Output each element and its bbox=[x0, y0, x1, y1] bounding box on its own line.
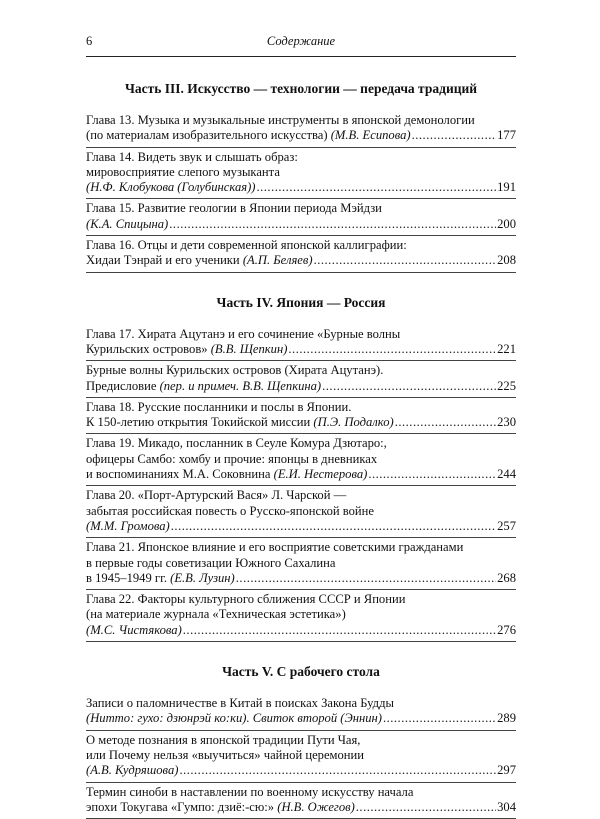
entry-author: (Нитто: гухо: дзюнрэй ко:ки). Свиток второй (Эннин) bbox=[86, 711, 382, 725]
entry-page-number[interactable]: 208 bbox=[497, 253, 516, 268]
entry-title-line: Глава 14. Видеть звук и слышать образ: bbox=[86, 150, 516, 165]
dot-leader bbox=[314, 253, 497, 268]
dot-leader bbox=[383, 711, 496, 726]
entry-title-line: Глава 22. Факторы культурного сближения СССР и Японии bbox=[86, 592, 516, 607]
entry-last-line bbox=[86, 415, 516, 430]
entry-last-line bbox=[86, 379, 516, 394]
toc-entry[interactable] bbox=[86, 731, 516, 783]
toc-entry[interactable] bbox=[86, 148, 516, 200]
entry-title-tail: Предисловие bbox=[86, 379, 160, 393]
toc-entry[interactable] bbox=[86, 486, 516, 538]
toc-entry[interactable] bbox=[86, 111, 516, 148]
entry-last-line bbox=[86, 217, 516, 232]
entry-last-line bbox=[86, 519, 516, 534]
entry-author: (Е.И. Нестерова) bbox=[274, 467, 368, 481]
dot-leader bbox=[183, 623, 496, 638]
entry-author: (Н.Ф. Клобукова (Голубинская)) bbox=[86, 180, 255, 194]
toc-page bbox=[86, 34, 516, 819]
entry-author: (К.А. Спицына) bbox=[86, 217, 168, 231]
entry-author: (П.Э. Подалко) bbox=[313, 415, 393, 429]
running-header bbox=[86, 34, 516, 56]
entry-title-tail: эпохи Токугава «Гумпо: дзиё:-сю:» bbox=[86, 800, 277, 814]
part-heading: Часть III. Искусство — технологии — передача традиций bbox=[86, 81, 516, 97]
entry-last-line bbox=[86, 342, 516, 357]
entry-page-number[interactable]: 191 bbox=[497, 180, 516, 195]
entry-last-line bbox=[86, 623, 516, 638]
entry-page-number[interactable]: 304 bbox=[497, 800, 516, 815]
entry-title-tail: К 150-летию открытия Токийской миссии bbox=[86, 415, 313, 429]
entry-title-line: Глава 18. Русские посланники и послы в Японии. bbox=[86, 400, 516, 415]
entry-title-line: (на материале журнала «Техническая эстетика») bbox=[86, 607, 516, 622]
entry-author: (М.С. Чистякова) bbox=[86, 623, 182, 637]
toc-entry[interactable] bbox=[86, 325, 516, 362]
entry-page-number[interactable]: 225 bbox=[497, 379, 516, 394]
entry-page-number[interactable]: 268 bbox=[497, 571, 516, 586]
entry-page-number[interactable]: 200 bbox=[497, 217, 516, 232]
entry-last-line bbox=[86, 253, 516, 268]
dot-leader bbox=[179, 763, 496, 778]
entry-title-line: Глава 21. Японское влияние и его восприятие советскими гражданами bbox=[86, 540, 516, 555]
entry-title-tail: Курильских островов» bbox=[86, 342, 211, 356]
part-heading: Часть IV. Япония — Россия bbox=[86, 295, 516, 311]
dot-leader bbox=[171, 519, 496, 534]
entry-page-number[interactable]: 297 bbox=[497, 763, 516, 778]
entry-last-line bbox=[86, 571, 516, 586]
dot-leader bbox=[412, 128, 497, 143]
entry-author: (М.М. Громова) bbox=[86, 519, 170, 533]
entry-title-line: офицеры Самбо: хомбу и прочие: японцы в дневниках bbox=[86, 452, 516, 467]
entry-last-line bbox=[86, 800, 516, 815]
entry-author: (Н.В. Ожегов) bbox=[277, 800, 355, 814]
entry-title-line: Глава 13. Музыка и музыкальные инструменты в японской демонологии bbox=[86, 113, 516, 128]
toc-entry[interactable] bbox=[86, 434, 516, 486]
entry-page-number[interactable]: 177 bbox=[497, 128, 516, 143]
entry-title-line: Термин синоби в наставлении по военному искусству начала bbox=[86, 785, 516, 800]
entry-last-line bbox=[86, 467, 516, 482]
part-heading: Часть V. С рабочего стола bbox=[86, 664, 516, 680]
entry-page-number[interactable]: 230 bbox=[497, 415, 516, 430]
dot-leader bbox=[322, 379, 496, 394]
entry-title-line: в первые годы советизации Южного Сахалина bbox=[86, 556, 516, 571]
entry-title-line: Глава 20. «Порт-Артурский Вася» Л. Чарской — bbox=[86, 488, 516, 503]
toc-entry[interactable] bbox=[86, 236, 516, 273]
entry-title-line: Глава 19. Микадо, посланник в Сеуле Комура Дзютаро:, bbox=[86, 436, 516, 451]
entry-author: (М.В. Есипова) bbox=[331, 128, 411, 142]
entry-last-line bbox=[86, 128, 516, 143]
entry-title-line: забытая российская повесть о Русско-японской войне bbox=[86, 504, 516, 519]
entry-title-line: Записи о паломничестве в Китай в поисках Закона Будды bbox=[86, 696, 516, 711]
entry-page-number[interactable]: 276 bbox=[497, 623, 516, 638]
toc-entry[interactable] bbox=[86, 783, 516, 819]
entry-last-line bbox=[86, 180, 516, 195]
entry-title-line: Глава 16. Отцы и дети современной японской каллиграфии: bbox=[86, 238, 516, 253]
entry-title-tail: и воспоминаниях М.А. Соковнина bbox=[86, 467, 274, 481]
entry-author: (Е.В. Лузин) bbox=[170, 571, 235, 585]
toc-entry[interactable] bbox=[86, 590, 516, 642]
entry-title-line: О методе познания в японской традиции Пути Чая, bbox=[86, 733, 516, 748]
dot-leader bbox=[288, 342, 496, 357]
entry-title-line: или Почему нельзя «выучиться» чайной церемонии bbox=[86, 748, 516, 763]
entry-title-tail: (по материалам изобразительного искусства) bbox=[86, 128, 331, 142]
entry-author: (пер. и примеч. В.В. Щепкина) bbox=[160, 379, 322, 393]
entry-page-number[interactable]: 289 bbox=[497, 711, 516, 726]
entry-title-line: Глава 17. Хирата Ацутанэ и его сочинение «Бурные волны bbox=[86, 327, 516, 342]
dot-leader bbox=[236, 571, 496, 586]
entry-page-number[interactable]: 221 bbox=[497, 342, 516, 357]
entry-last-line bbox=[86, 711, 516, 726]
toc-entry[interactable] bbox=[86, 361, 516, 398]
toc-entry[interactable] bbox=[86, 398, 516, 435]
dot-leader bbox=[356, 800, 496, 815]
entry-author: (А.П. Беляев) bbox=[243, 253, 313, 267]
header-rule bbox=[86, 56, 516, 57]
dot-leader bbox=[169, 217, 496, 232]
entry-title-line: Бурные волны Курильских островов (Хирата Ацутанэ). bbox=[86, 363, 516, 378]
entry-page-number[interactable]: 244 bbox=[497, 467, 516, 482]
table-of-contents bbox=[86, 81, 516, 819]
toc-entry[interactable] bbox=[86, 538, 516, 590]
toc-entry[interactable] bbox=[86, 694, 516, 731]
entry-author: (А.В. Кудряшова) bbox=[86, 763, 178, 777]
dot-leader bbox=[395, 415, 496, 430]
entry-title-line: мировосприятие слепого музыканта bbox=[86, 165, 516, 180]
page-number: 6 bbox=[86, 34, 92, 49]
entry-title-line: Глава 15. Развитие геологии в Японии периода Мэйдзи bbox=[86, 201, 516, 216]
dot-leader bbox=[256, 180, 496, 195]
running-title: Содержание bbox=[86, 34, 516, 49]
entry-last-line bbox=[86, 763, 516, 778]
dot-leader bbox=[368, 467, 496, 482]
toc-entry[interactable] bbox=[86, 199, 516, 236]
entry-title-tail: в 1945–1949 гг. bbox=[86, 571, 170, 585]
entry-author: (В.В. Щепкин) bbox=[211, 342, 288, 356]
entry-page-number[interactable]: 257 bbox=[497, 519, 516, 534]
entry-title-tail: Хидаи Тэнрай и его ученики bbox=[86, 253, 243, 267]
